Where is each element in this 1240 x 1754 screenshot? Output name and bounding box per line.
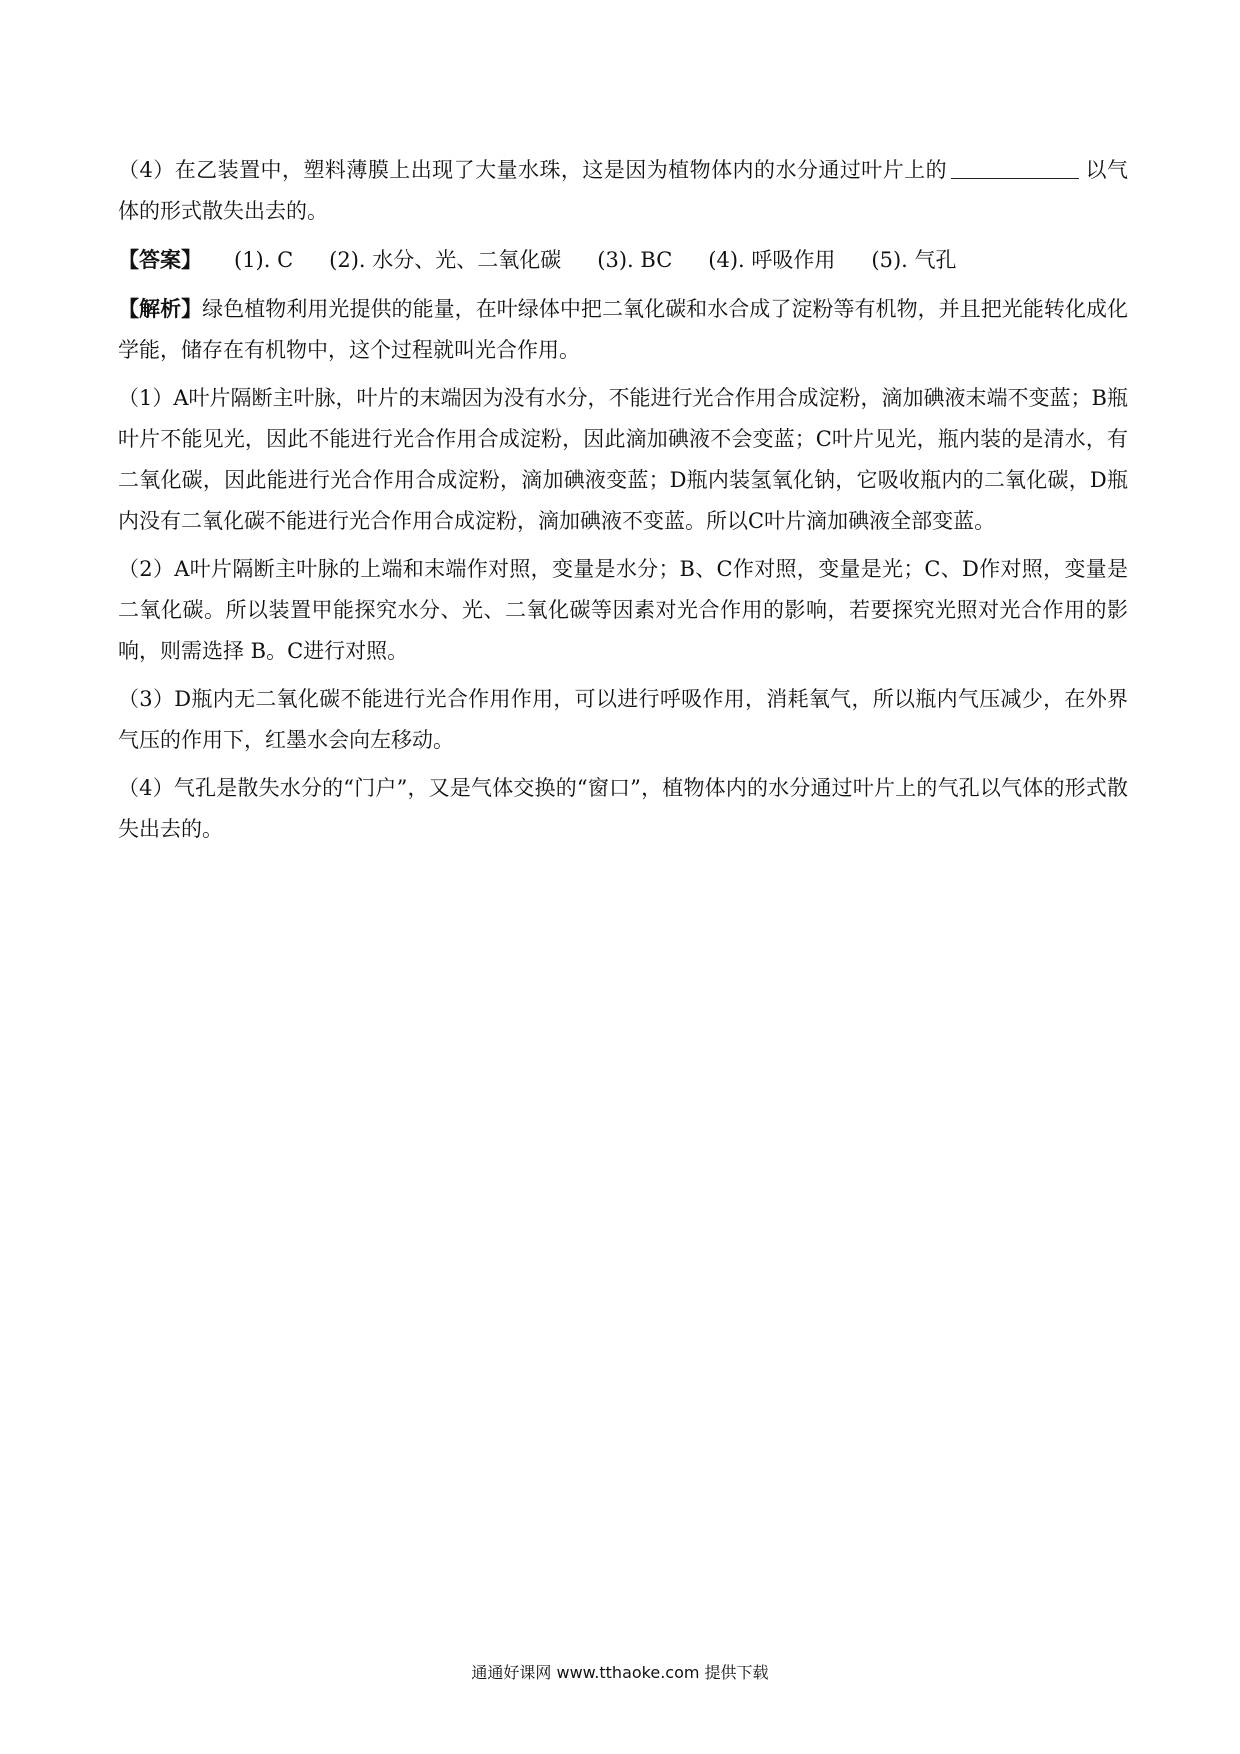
page-footer: 通通好课网 www.tthaoke.com 提供下载 [471,1663,769,1682]
answer-item-3: (3). BC [597,248,673,272]
answer-item-1: (1). C [234,248,294,272]
answer-blank [951,156,1079,179]
analysis-paragraph-3: （3）D瓶内无二氧化碳不能进行光合作用作用，可以进行呼吸作用，消耗氧气，所以瓶内气压减少，在外界气压的作用下，红墨水会向左移动。 [118,687,1128,752]
page-content [118,150,1128,857]
question-4-tail: 以气体的形式散失出去的。 [118,158,1129,223]
answer-label: 【答案】 [118,247,202,272]
question-4-text: （4）在乙装置中，塑料薄膜上出现了大量水珠，这是因为植物体内的水分通过叶片上的 [118,158,948,182]
answer-item-5: (5). 气孔 [871,248,957,272]
analysis-paragraph-2: （2）A叶片隔断主叶脉的上端和末端作对照，变量是水分；B、C作对照，变量是光；C、D作对照，变量是二氧化碳。所以装置甲能探究水分、光、二氧化碳等因素对光合作用的影响，若要探究光照对光合作用的影响，则需选择 B。C进行对照。 [118,557,1128,663]
analysis-label: 【解析】 [118,296,203,321]
answer-row [118,239,1128,281]
analysis-intro-text: 绿色植物利用光提供的能量，在叶绿体中把二氧化碳和水合成了淀粉等有机物，并且把光能转化成化学能，储存在有机物中，这个过程就叫光合作用。 [118,297,1128,362]
answer-item-2: (2). 水分、光、二氧化碳 [329,248,562,272]
analysis-paragraph-1: （1）A叶片隔断主叶脉，叶片的末端因为没有水分，不能进行光合作用合成淀粉，滴加碘液末端不变蓝；B瓶叶片不能见光，因此不能进行光合作用合成淀粉，因此滴加碘液不会变蓝；C叶片见光，瓶内装的是清水，有二氧化碳，因此能进行光合作用合成淀粉，滴加碘液变蓝；D瓶内装氢氧化钠，它吸收瓶内的二氧化碳，D瓶内没有二氧化碳不能进行光合作用合成淀粉，滴加碘液不变蓝。所以C叶片滴加碘液全部变蓝。 [118,386,1128,533]
question-4 [118,150,1128,232]
answer-item-4: (4). 呼吸作用 [708,248,836,272]
analysis-paragraph-4: （4）气孔是散失水分的“门户”，又是气体交换的“窗口”，植物体内的水分通过叶片上的气孔以气体的形式散失出去的。 [118,776,1128,841]
analysis-intro [118,288,1128,371]
